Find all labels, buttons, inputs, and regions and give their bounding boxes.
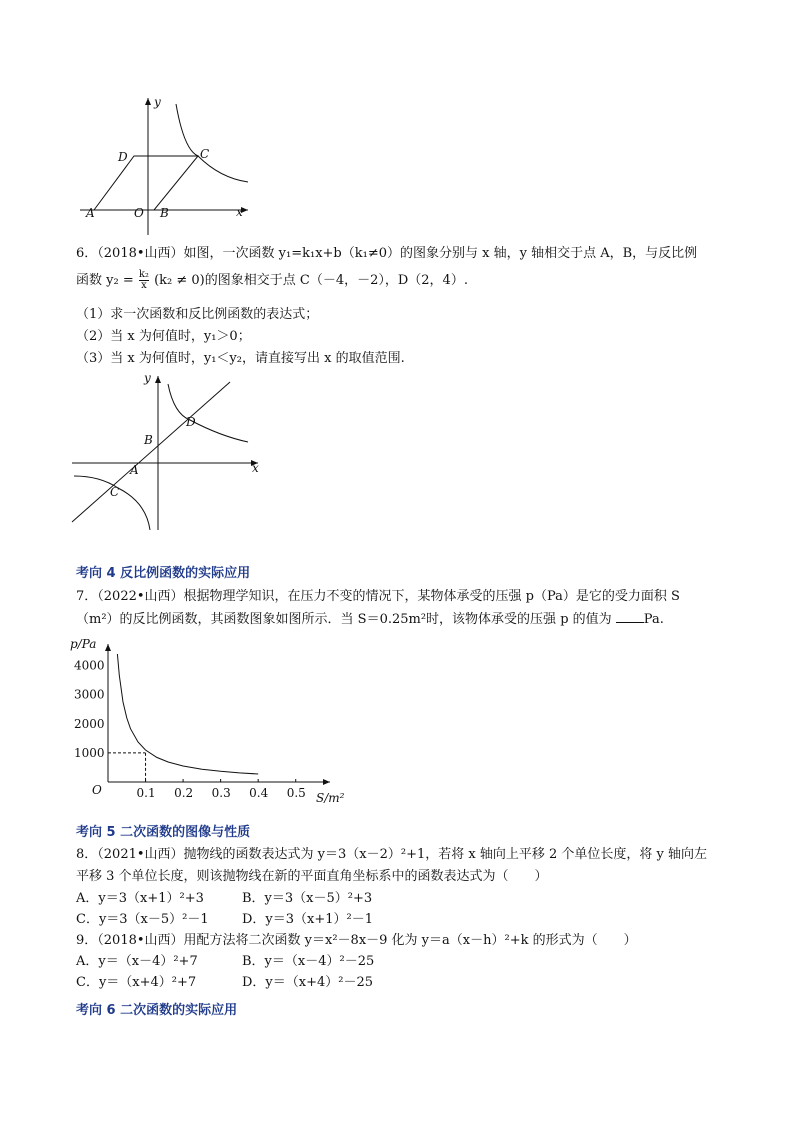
q8-option-C: C．y＝3（x－5）²－1: [76, 912, 209, 927]
pressure-area-chart: [70, 632, 360, 810]
parallelogram: [94, 156, 198, 210]
q7-line2a: （m²）的反比例函数，其函数图象如图所示．当 S＝0.25m²时，该物体承受的压强 p 的值为: [76, 612, 612, 627]
label-O: O: [134, 206, 144, 220]
chart-y-axis-arrow: [105, 644, 111, 651]
q8-option-B: B．y＝3（x－5）²+3: [242, 891, 373, 906]
chart-ylabel: p/Pa: [70, 637, 97, 651]
chart-x-tick-label: 0.1: [136, 786, 156, 800]
chart-y-tick-label: 3000: [74, 687, 105, 702]
label-y: y: [154, 95, 161, 109]
label-A: A: [130, 463, 139, 477]
q6-line2a: 函数 y₂ =: [76, 273, 134, 288]
q8-line1: 8．（2021•山西）抛物线的函数表达式为 y＝3（x－2）²+1，若将 x 轴向上平移 2 个单位长度，将 y 轴向左: [76, 847, 707, 862]
label-C: C: [110, 485, 120, 499]
q6-sub1: （1）求一次函数和反比例函数的表达式；: [76, 307, 319, 322]
q6-line1: 6．（2018•山西）如图，一次函数 y₁=k₁x+b（k₁≠0）的图象分别与 x 轴，y 轴相交于点 A，B，与反比例: [76, 246, 698, 261]
chart-y-tick-label: 1000: [74, 745, 105, 760]
y-axis-arrow: [155, 376, 161, 383]
frac-denominator: x: [139, 280, 149, 291]
q9-option-B: B．y＝（x－4）²－25: [242, 954, 375, 969]
label-x: x: [252, 461, 259, 475]
q9-option-A: A．y＝（x－4）²+7: [76, 954, 198, 969]
q6-sub3: （3）当 x 为何值时，y₁＜y₂，请直接写出 x 的取值范围.: [76, 351, 405, 366]
label-D: D: [186, 415, 196, 429]
answer-blank: [616, 610, 644, 623]
y-axis-arrow: [145, 98, 151, 105]
label-y: y: [144, 371, 151, 385]
chart-series-line: [117, 654, 258, 774]
q6-line2b: (k₂ ≠ 0)的图象相交于点 C（－4，－2），D（2，4）.: [154, 273, 468, 288]
chart-origin-label: O: [92, 783, 102, 797]
chart-y-tick-label: 4000: [74, 658, 105, 673]
q6-fraction: [139, 270, 149, 291]
q7-line2: [76, 610, 664, 629]
q6-sub2: （2）当 x 为何值时，y₁＞0；: [76, 329, 251, 344]
chart-x-tick-label: 0.5: [286, 786, 306, 800]
frac-numerator: k₂: [138, 269, 149, 280]
figure-line-hyperbola: [70, 370, 270, 530]
heading-topic-4: 考向 4 反比例函数的实际应用: [76, 566, 251, 581]
label-A: A: [86, 206, 95, 220]
chart-x-tick-label: 0.3: [211, 786, 231, 800]
q6-line2: [76, 270, 468, 291]
chart-x-tick-label: 0.2: [174, 786, 194, 800]
heading-topic-6: 考向 6 二次函数的实际应用: [76, 1003, 238, 1018]
figure-parallelogram: [70, 90, 260, 240]
label-B: B: [144, 433, 153, 447]
q8-option-D: D．y＝3（x+1）²－1: [242, 912, 374, 927]
chart-xlabel: S/m²: [316, 791, 345, 805]
label-x: x: [236, 205, 243, 219]
q8-line2: 平移 3 个单位长度，则该抛物线在新的平面直角坐标系中的函数表达式为（ ）: [76, 869, 548, 884]
q9-line1: 9．（2018•山西）用配方法将二次函数 y＝x²－8x－9 化为 y＝a（x－h）²+k 的形式为（ ）: [76, 933, 637, 948]
q9-option-C: C．y＝（x+4）²+7: [76, 975, 197, 990]
q7-line1: 7．（2022•山西）根据物理学知识，在压力不变的情况下，某物体承受的压强 p（Pa）是它的受力面积 S: [76, 589, 680, 604]
label-B: B: [160, 206, 169, 220]
q9-option-D: D．y＝（x+4）²－25: [242, 975, 374, 990]
chart-x-tick-label: 0.4: [249, 786, 269, 800]
q7-line2b: Pa.: [643, 612, 664, 627]
q8-option-A: A．y＝3（x+1）²+3: [76, 891, 204, 906]
label-C: C: [200, 147, 210, 161]
heading-topic-5: 考向 5 二次函数的图像与性质: [76, 825, 251, 840]
chart-x-axis-arrow: [323, 779, 330, 785]
linear-function-line: [72, 382, 230, 522]
hyperbola-branch-1: [168, 384, 248, 442]
chart-y-tick-label: 2000: [74, 716, 105, 731]
label-D: D: [118, 150, 128, 164]
